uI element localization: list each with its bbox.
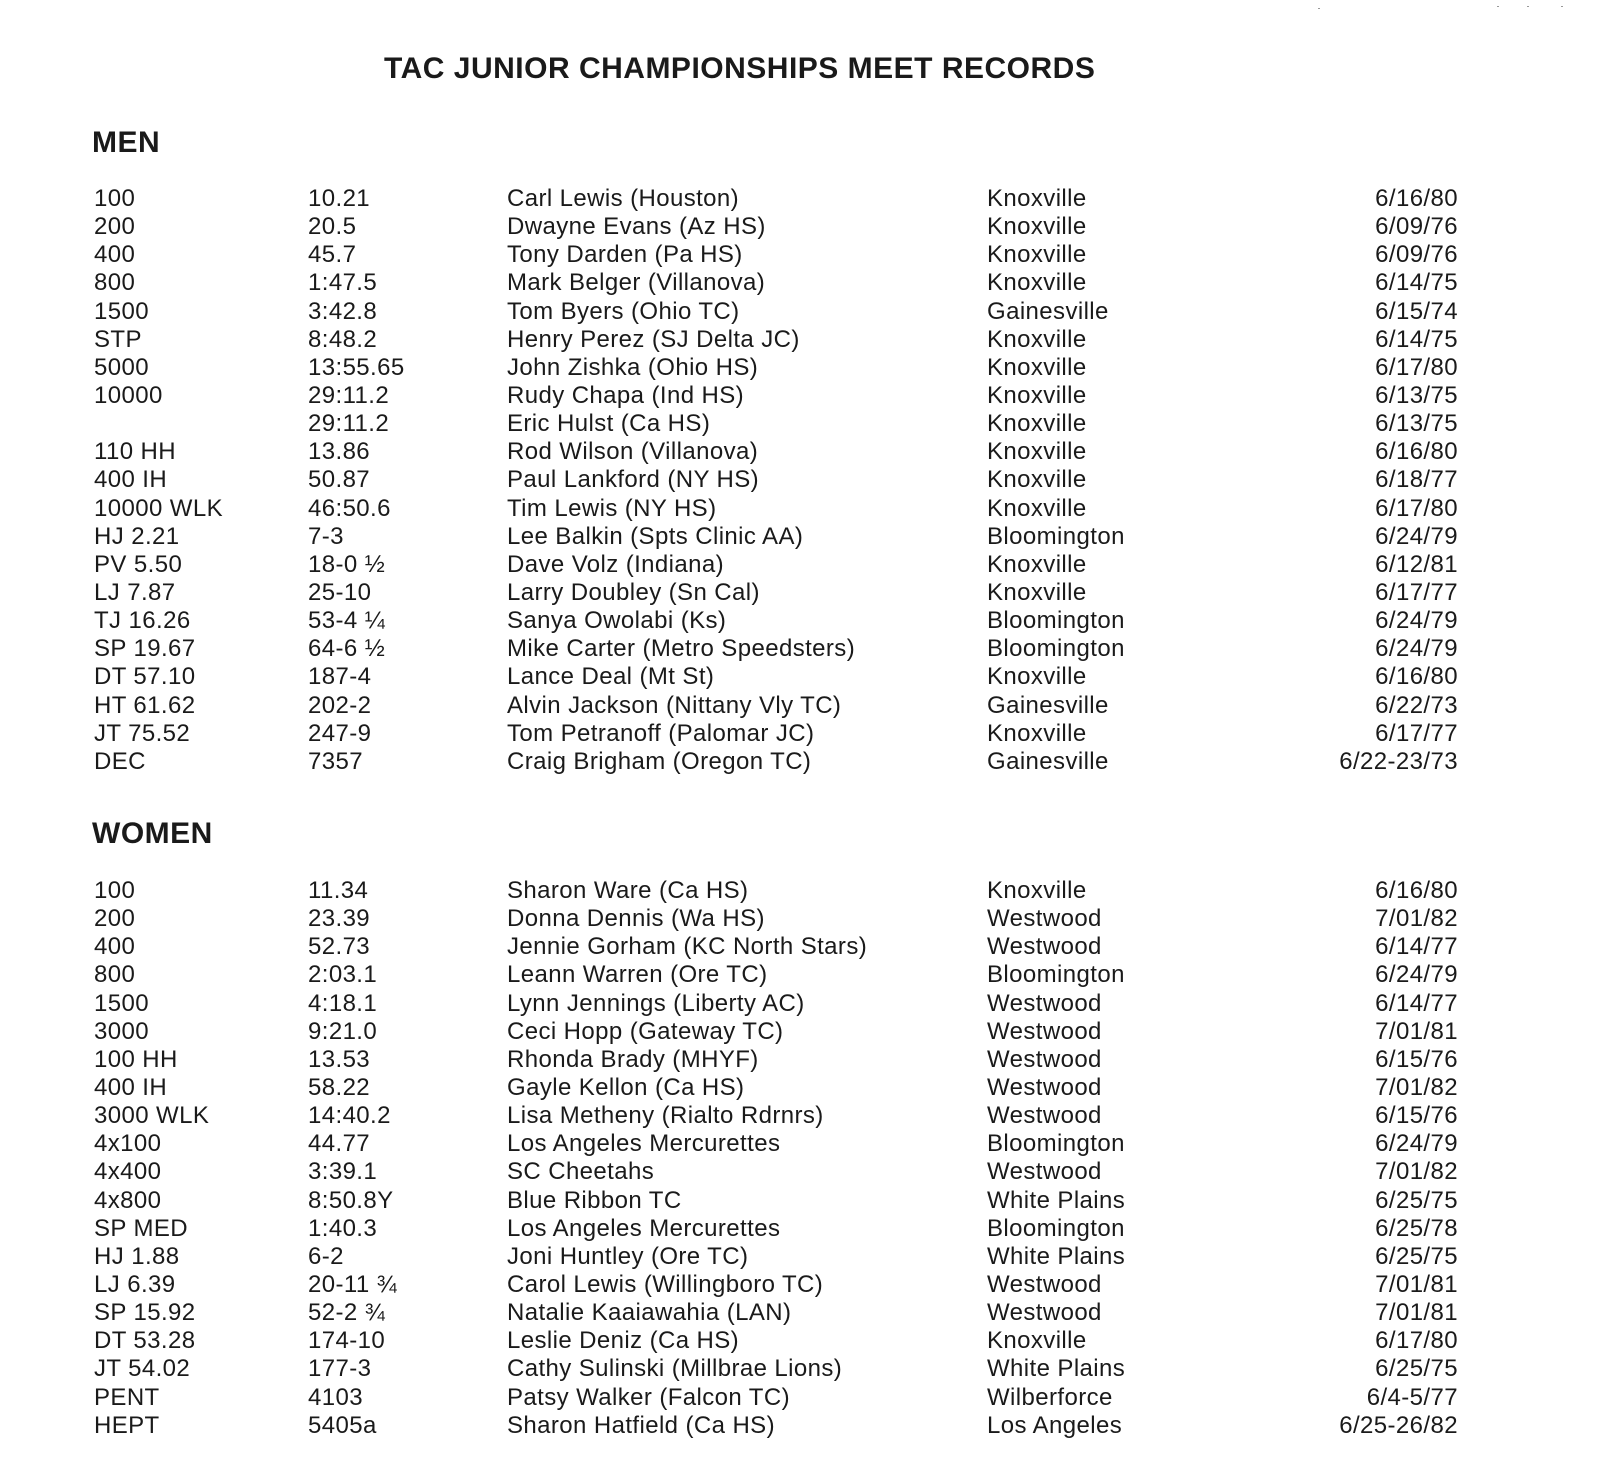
site-cell: Knoxville — [987, 410, 1087, 438]
site-cell: Knoxville — [987, 578, 1087, 606]
record-row — [0, 877, 1600, 905]
mark-cell: 202-2 — [308, 691, 372, 719]
page-title: TAC JUNIOR CHAMPIONSHIPS MEET RECORDS — [384, 52, 1096, 85]
date-cell: 6/15/74 — [1375, 297, 1458, 325]
date-cell: 6/17/80 — [1375, 494, 1458, 522]
record-row — [0, 1327, 1600, 1355]
mark-cell: 23.39 — [308, 905, 371, 933]
mark-cell: 1:47.5 — [308, 269, 378, 297]
event-cell: 4x400 — [94, 1158, 162, 1186]
event-cell: JT 75.52 — [94, 719, 191, 747]
site-cell: Knoxville — [987, 494, 1087, 522]
mark-cell: 20-11 ¾ — [308, 1270, 398, 1298]
event-cell: 400 IH — [94, 1073, 168, 1101]
record-holder-cell: Tom Byers (Ohio TC) — [507, 297, 740, 325]
record-row — [0, 1355, 1600, 1383]
date-cell: 6/12/81 — [1375, 550, 1458, 578]
site-cell: Knoxville — [987, 438, 1087, 466]
date-cell: 6/13/75 — [1375, 381, 1458, 409]
mark-cell: 187-4 — [308, 663, 372, 691]
event-cell: 110 HH — [94, 438, 176, 466]
site-cell: Bloomington — [987, 522, 1125, 550]
mark-cell: 64-6 ½ — [308, 635, 386, 663]
record-row — [0, 1271, 1600, 1299]
event-cell: HJ 2.21 — [94, 522, 180, 550]
record-holder-cell: Cathy Sulinski (Millbrae Lions) — [507, 1355, 843, 1383]
scan-speck — [1497, 6, 1499, 7]
record-holder-cell: SC Cheetahs — [507, 1158, 655, 1186]
event-cell: 800 — [94, 269, 136, 297]
record-row — [0, 438, 1600, 466]
record-holder-cell: Los Angeles Mercurettes — [507, 1130, 781, 1158]
date-cell: 6/24/79 — [1375, 1130, 1458, 1158]
date-cell: 6/09/76 — [1375, 213, 1458, 241]
event-cell: DEC — [94, 747, 146, 775]
mark-cell: 247-9 — [308, 719, 372, 747]
mark-cell: 46:50.6 — [308, 494, 391, 522]
mark-cell: 20.5 — [308, 213, 357, 241]
mark-cell: 8:48.2 — [308, 325, 378, 353]
record-row — [0, 663, 1600, 691]
record-row — [0, 1102, 1600, 1130]
date-cell: 6/24/79 — [1375, 635, 1458, 663]
record-row — [0, 495, 1600, 523]
record-holder-cell: Sharon Ware (Ca HS) — [507, 877, 749, 904]
record-holder-cell: Los Angeles Mercurettes — [507, 1214, 781, 1242]
mark-cell: 3:39.1 — [308, 1158, 378, 1186]
site-cell: Knoxville — [987, 269, 1087, 297]
record-row — [0, 466, 1600, 494]
event-cell: SP 15.92 — [94, 1299, 196, 1327]
date-cell: 6/24/79 — [1375, 607, 1458, 635]
date-cell: 7/01/81 — [1375, 1270, 1458, 1298]
record-holder-cell: Rod Wilson (Villanova) — [507, 438, 759, 466]
date-cell: 6/16/80 — [1375, 438, 1458, 466]
scan-speck — [1318, 8, 1320, 9]
record-row — [0, 1074, 1600, 1102]
mark-cell: 6-2 — [308, 1242, 344, 1270]
date-cell: 6/14/77 — [1375, 989, 1458, 1017]
date-cell: 6/16/80 — [1375, 663, 1458, 691]
site-cell: Bloomington — [987, 607, 1125, 635]
date-cell: 6/22-23/73 — [1339, 747, 1458, 775]
mark-cell: 44.77 — [308, 1130, 371, 1158]
event-cell: 400 — [94, 241, 136, 269]
mark-cell: 18-0 ½ — [308, 550, 386, 578]
date-cell: 6/24/79 — [1375, 961, 1458, 989]
event-cell: 100 — [94, 185, 136, 212]
event-cell: HT 61.62 — [94, 691, 196, 719]
site-cell: Westwood — [987, 1299, 1102, 1327]
date-cell: 6/14/75 — [1375, 325, 1458, 353]
event-cell: 10000 WLK — [94, 494, 224, 522]
site-cell: White Plains — [987, 1242, 1126, 1270]
event-cell: 3000 WLK — [94, 1102, 210, 1130]
record-row — [0, 354, 1600, 382]
event-cell: JT 54.02 — [94, 1355, 191, 1383]
record-holder-cell: Rhonda Brady (MHYF) — [507, 1045, 759, 1073]
site-cell: Los Angeles — [987, 1411, 1123, 1439]
event-cell: TJ 16.26 — [94, 607, 191, 635]
site-cell: Wilberforce — [987, 1383, 1113, 1411]
mark-cell: 7-3 — [308, 522, 344, 550]
record-holder-cell: Donna Dennis (Wa HS) — [507, 905, 765, 933]
site-cell: Westwood — [987, 1073, 1102, 1101]
site-cell: Gainesville — [987, 297, 1109, 325]
event-cell: PENT — [94, 1383, 160, 1411]
record-holder-cell: Tony Darden (Pa HS) — [507, 241, 743, 269]
site-cell: Bloomington — [987, 1130, 1125, 1158]
record-holder-cell: Paul Lankford (NY HS) — [507, 466, 760, 494]
date-cell: 6/25/78 — [1375, 1214, 1458, 1242]
event-cell: 200 — [94, 213, 136, 241]
mark-cell: 4:18.1 — [308, 989, 378, 1017]
site-cell: Knoxville — [987, 353, 1087, 381]
record-row — [0, 720, 1600, 748]
site-cell: Knoxville — [987, 381, 1087, 409]
site-cell: Knoxville — [987, 325, 1087, 353]
date-cell: 6/17/80 — [1375, 353, 1458, 381]
event-cell: 4x100 — [94, 1130, 162, 1158]
mark-cell: 50.87 — [308, 466, 371, 494]
event-cell: 1500 — [94, 297, 149, 325]
mark-cell: 13:55.65 — [308, 353, 405, 381]
mark-cell: 3:42.8 — [308, 297, 378, 325]
event-cell: 100 — [94, 877, 136, 904]
event-cell: 100 HH — [94, 1045, 178, 1073]
site-cell: Knoxville — [987, 241, 1087, 269]
event-cell: LJ 7.87 — [94, 578, 176, 606]
record-row — [0, 410, 1600, 438]
date-cell: 6/14/75 — [1375, 269, 1458, 297]
record-holder-cell: Mike Carter (Metro Speedsters) — [507, 635, 856, 663]
record-row — [0, 1215, 1600, 1243]
site-cell: Knoxville — [987, 663, 1087, 691]
event-cell: 10000 — [94, 381, 163, 409]
date-cell: 7/01/82 — [1375, 1158, 1458, 1186]
event-cell: 5000 — [94, 353, 149, 381]
mark-cell: 7357 — [308, 747, 363, 775]
date-cell: 6/13/75 — [1375, 410, 1458, 438]
record-holder-cell: Joni Huntley (Ore TC) — [507, 1242, 749, 1270]
site-cell: Knoxville — [987, 213, 1087, 241]
record-row — [0, 1158, 1600, 1186]
record-row — [0, 1243, 1600, 1271]
mark-cell: 10.21 — [308, 185, 371, 212]
site-cell: Bloomington — [987, 961, 1125, 989]
mark-cell: 13.86 — [308, 438, 371, 466]
record-row — [0, 1384, 1600, 1412]
site-cell: Westwood — [987, 1270, 1102, 1298]
date-cell: 7/01/81 — [1375, 1017, 1458, 1045]
date-cell: 6/22/73 — [1375, 691, 1458, 719]
record-row — [0, 382, 1600, 410]
record-row — [0, 1130, 1600, 1158]
event-cell: DT 53.28 — [94, 1327, 196, 1355]
record-row — [0, 933, 1600, 961]
record-row — [0, 298, 1600, 326]
event-cell: 200 — [94, 905, 136, 933]
date-cell: 7/01/82 — [1375, 1073, 1458, 1101]
record-holder-cell: Craig Brigham (Oregon TC) — [507, 747, 812, 775]
record-holder-cell: Ceci Hopp (Gateway TC) — [507, 1017, 784, 1045]
event-cell: 1500 — [94, 989, 149, 1017]
record-holder-cell: Leslie Deniz (Ca HS) — [507, 1327, 740, 1355]
date-cell: 6/25/75 — [1375, 1186, 1458, 1214]
date-cell: 6/25/75 — [1375, 1242, 1458, 1270]
site-cell: Westwood — [987, 1102, 1102, 1130]
event-cell: PV 5.50 — [94, 550, 183, 578]
event-cell: 4x800 — [94, 1186, 162, 1214]
record-holder-cell: Natalie Kaaiawahia (LAN) — [507, 1299, 792, 1327]
date-cell: 6/4-5/77 — [1366, 1383, 1458, 1411]
date-cell: 6/25-26/82 — [1339, 1411, 1458, 1439]
site-cell: Bloomington — [987, 635, 1125, 663]
mark-cell: 52.73 — [308, 933, 371, 961]
site-cell: Knoxville — [987, 466, 1087, 494]
site-cell: Westwood — [987, 989, 1102, 1017]
date-cell: 7/01/82 — [1375, 905, 1458, 933]
record-row — [0, 241, 1600, 269]
record-row — [0, 607, 1600, 635]
site-cell: Gainesville — [987, 747, 1109, 775]
record-holder-cell: Dwayne Evans (Az HS) — [507, 213, 766, 241]
mark-cell: 177-3 — [308, 1355, 372, 1383]
date-cell: 6/17/80 — [1375, 1327, 1458, 1355]
mark-cell: 2:03.1 — [308, 961, 378, 989]
site-cell: Knoxville — [987, 719, 1087, 747]
record-holder-cell: Lynn Jennings (Liberty AC) — [507, 989, 805, 1017]
record-holder-cell: Mark Belger (Villanova) — [507, 269, 766, 297]
event-cell: 3000 — [94, 1017, 149, 1045]
record-row — [0, 961, 1600, 989]
record-holder-cell: Blue Ribbon TC — [507, 1186, 682, 1214]
mark-cell: 1:40.3 — [308, 1214, 378, 1242]
mark-cell: 25-10 — [308, 578, 372, 606]
event-cell: HEPT — [94, 1411, 160, 1439]
scan-speck — [1561, 6, 1563, 7]
record-row — [0, 692, 1600, 720]
date-cell: 6/18/77 — [1375, 466, 1458, 494]
mark-cell: 11.34 — [308, 877, 369, 904]
date-cell: 6/15/76 — [1375, 1045, 1458, 1073]
site-cell: Westwood — [987, 933, 1102, 961]
date-cell: 6/09/76 — [1375, 241, 1458, 269]
men-section-heading: MEN — [92, 126, 161, 159]
mark-cell: 4103 — [308, 1383, 363, 1411]
mark-cell: 13.53 — [308, 1045, 371, 1073]
mark-cell: 45.7 — [308, 241, 357, 269]
record-holder-cell: Carl Lewis (Houston) — [507, 185, 740, 212]
record-row — [0, 1299, 1600, 1327]
date-cell: 6/24/79 — [1375, 522, 1458, 550]
scan-speck — [1527, 6, 1529, 7]
record-row — [0, 1046, 1600, 1074]
mark-cell: 58.22 — [308, 1073, 371, 1101]
site-cell: Gainesville — [987, 691, 1109, 719]
record-row — [0, 905, 1600, 933]
event-cell: SP MED — [94, 1214, 188, 1242]
women-section-heading: WOMEN — [92, 817, 213, 850]
record-row — [0, 523, 1600, 551]
mark-cell: 5405a — [308, 1411, 377, 1439]
record-holder-cell: Lisa Metheny (Rialto Rdrnrs) — [507, 1102, 824, 1130]
event-cell: DT 57.10 — [94, 663, 196, 691]
record-row — [0, 1018, 1600, 1046]
mark-cell: 52-2 ¾ — [308, 1299, 386, 1327]
record-holder-cell: Dave Volz (Indiana) — [507, 550, 725, 578]
record-row — [0, 269, 1600, 297]
site-cell: Knoxville — [987, 1327, 1087, 1355]
record-holder-cell: Tim Lewis (NY HS) — [507, 494, 717, 522]
record-holder-cell: Jennie Gorham (KC North Stars) — [507, 933, 868, 961]
mark-cell: 53-4 ¼ — [308, 607, 386, 635]
record-holder-cell: Sharon Hatfield (Ca HS) — [507, 1411, 775, 1439]
record-holder-cell: John Zishka (Ohio HS) — [507, 353, 759, 381]
mark-cell: 14:40.2 — [308, 1102, 391, 1130]
event-cell: STP — [94, 325, 142, 353]
mark-cell: 29:11.2 — [308, 410, 390, 438]
date-cell: 6/25/75 — [1375, 1355, 1458, 1383]
event-cell: HJ 1.88 — [94, 1242, 180, 1270]
record-holder-cell: Sanya Owolabi (Ks) — [507, 607, 727, 635]
record-row — [0, 635, 1600, 663]
record-holder-cell: Tom Petranoff (Palomar JC) — [507, 719, 815, 747]
record-holder-cell: Patsy Walker (Falcon TC) — [507, 1383, 790, 1411]
record-row — [0, 213, 1600, 241]
record-holder-cell: Lance Deal (Mt St) — [507, 663, 715, 691]
site-cell: Westwood — [987, 905, 1102, 933]
event-cell: LJ 6.39 — [94, 1270, 176, 1298]
record-row — [0, 990, 1600, 1018]
event-cell: 400 — [94, 933, 136, 961]
record-row — [0, 579, 1600, 607]
record-holder-cell: Eric Hulst (Ca HS) — [507, 410, 711, 438]
mark-cell: 29:11.2 — [308, 381, 390, 409]
site-cell: Knoxville — [987, 550, 1087, 578]
site-cell: White Plains — [987, 1355, 1126, 1383]
record-holder-cell: Henry Perez (SJ Delta JC) — [507, 325, 800, 353]
record-row — [0, 326, 1600, 354]
site-cell: White Plains — [987, 1186, 1126, 1214]
event-cell: 400 IH — [94, 466, 168, 494]
record-row — [0, 551, 1600, 579]
record-row — [0, 1187, 1600, 1215]
site-cell: Westwood — [987, 1017, 1102, 1045]
record-holder-cell: Lee Balkin (Spts Clinic AA) — [507, 522, 804, 550]
site-cell: Knoxville — [987, 185, 1087, 212]
date-cell: 6/16/80 — [1375, 877, 1458, 904]
men-records-table — [0, 185, 1600, 776]
record-row — [0, 748, 1600, 776]
mark-cell: 9:21.0 — [308, 1017, 378, 1045]
date-cell: 6/15/76 — [1375, 1102, 1458, 1130]
site-cell: Westwood — [987, 1045, 1102, 1073]
date-cell: 6/17/77 — [1375, 719, 1458, 747]
women-records-table — [0, 877, 1600, 1440]
site-cell: Westwood — [987, 1158, 1102, 1186]
record-holder-cell: Gayle Kellon (Ca HS) — [507, 1073, 745, 1101]
mark-cell: 174-10 — [308, 1327, 386, 1355]
date-cell: 7/01/81 — [1375, 1299, 1458, 1327]
event-cell: SP 19.67 — [94, 635, 196, 663]
date-cell: 6/16/80 — [1375, 185, 1458, 212]
record-row — [0, 1412, 1600, 1440]
record-holder-cell: Larry Doubley (Sn Cal) — [507, 578, 760, 606]
site-cell: Knoxville — [987, 877, 1087, 904]
site-cell: Bloomington — [987, 1214, 1125, 1242]
record-row — [0, 185, 1600, 213]
record-holder-cell: Rudy Chapa (Ind HS) — [507, 381, 745, 409]
record-holder-cell: Carol Lewis (Willingboro TC) — [507, 1270, 824, 1298]
date-cell: 6/14/77 — [1375, 933, 1458, 961]
record-holder-cell: Leann Warren (Ore TC) — [507, 961, 768, 989]
record-holder-cell: Alvin Jackson (Nittany Vly TC) — [507, 691, 842, 719]
event-cell: 800 — [94, 961, 136, 989]
date-cell: 6/17/77 — [1375, 578, 1458, 606]
mark-cell: 8:50.8Y — [308, 1186, 394, 1214]
